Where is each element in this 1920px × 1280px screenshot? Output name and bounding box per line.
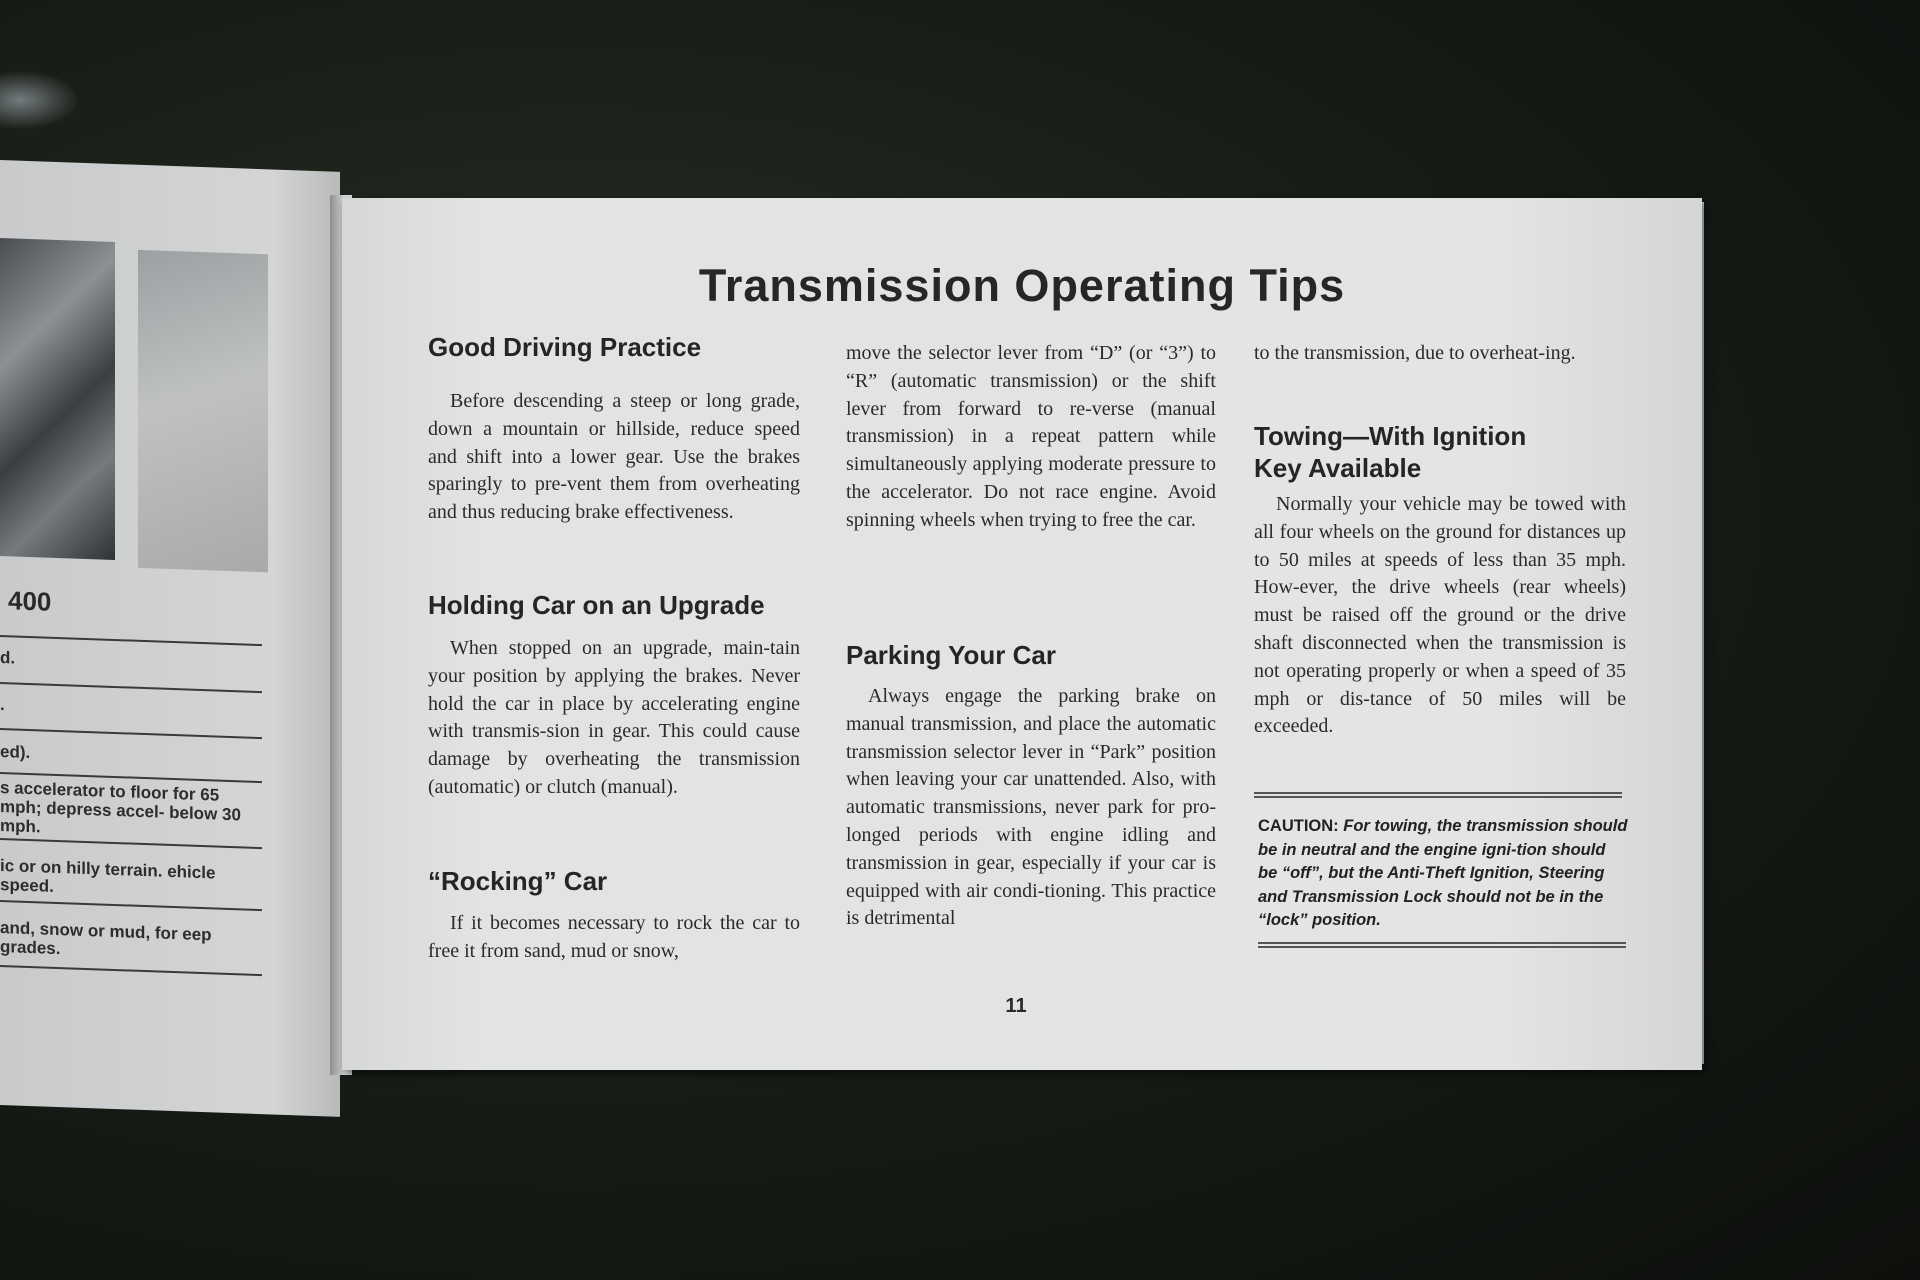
table-row: ic or on hilly terrain. ehicle speed.: [0, 856, 216, 896]
page-number: 11: [1005, 995, 1027, 1017]
caution-top-rule: [1254, 792, 1622, 798]
table-rule: [0, 965, 262, 976]
table-row: and, snow or mud, for eep grades.: [0, 918, 212, 959]
paragraph-rocking-car: If it becomes necessary to rock the car to free it from sand, mud or snow,: [428, 912, 800, 962]
table-rule: [0, 728, 262, 739]
heading-towing-line-1: Towing—With Ignition: [1254, 421, 1527, 451]
heading-rocking-car: “Rocking” Car: [428, 866, 608, 896]
caution-note: [1258, 815, 1628, 933]
table-row: .: [0, 695, 5, 715]
heading-towing: [1254, 420, 1634, 484]
light-glare: [0, 70, 80, 130]
heading-towing-line-2: Key Available: [1254, 453, 1422, 483]
left-page: [0, 160, 340, 1117]
paragraph-rocking-continued: move the selector lever from “D” (or “3”) to “R” (automatic transmission) or the shift lever from forward to re-verse (manual transmission) in a repeat pattern while simultaneously applying moderate pressure to the accelerator. Do not race engine. Avoid spinning wheels when trying to free the car.: [846, 342, 1216, 531]
paragraph-towing: Normally your vehicle may be towed with all four wheels on the ground for distances up to 50 miles at speeds of less than 35 mph. How-ever, the drive wheels (rear wheels) must be raised off the ground or the drive shaft disconnected when the transmission is not operating properly or when a speed of 35 mph or dis-tance of 50 miles will be exceeded.: [1254, 493, 1626, 738]
right-page: [342, 198, 1702, 1070]
caution-bottom-rule: [1258, 942, 1626, 948]
table-row: d.: [0, 648, 16, 668]
page-title: Transmission Operating Tips: [698, 260, 1346, 311]
paragraph-parking: Always engage the parking brake on manual transmission, and place the automatic transmission selector lever in “Park” position when leaving your car unattended. Also, with automatic transmissions, never park for pro-longed periods with engine idling and transmission in gear, especially if your car is equipped with air condi-tioning. This practice is detrimental: [846, 685, 1216, 930]
caution-text: For towing, the transmission should be in neutral and the engine igni-tion should be “off”, but the Anti-Theft Ignition, Steering and Transmission Lock should not be in the “lock” position.: [1258, 817, 1628, 929]
table-row: s accelerator to floor for 65 mph; depress accel- below 30 mph.: [0, 778, 241, 837]
table-rule: [0, 682, 262, 693]
paragraph-good-driving: Before descending a steep or long grade, down a mountain or hillside, reduce speed and shift into a lower gear. Use the brakes sparingly to pre-vent them from overheating and thus reducing brake effectiveness.: [428, 390, 800, 524]
paragraph-parking-continued: to the transmission, due to overheat-ing.: [1254, 342, 1576, 364]
heading-good-driving: Good Driving Practice: [428, 332, 702, 362]
caution-label: CAUTION:: [1258, 817, 1339, 835]
car-photo-secondary: [138, 250, 268, 573]
heading-parking: Parking Your Car: [846, 640, 1056, 670]
paragraph-holding-car: When stopped on an upgrade, main-tain your position by applying the brakes. Never hold the car in place by accelerating engine with transmis-sion in gear. This could cause damage by overheating the transmission (automatic) or clutch (manual).: [428, 637, 800, 798]
table-row: ed).: [0, 742, 31, 763]
left-page-title: 400: [8, 585, 52, 617]
car-photo: [0, 238, 115, 560]
heading-holding-car: Holding Car on an Upgrade: [428, 590, 765, 620]
table-rule: [0, 635, 262, 646]
